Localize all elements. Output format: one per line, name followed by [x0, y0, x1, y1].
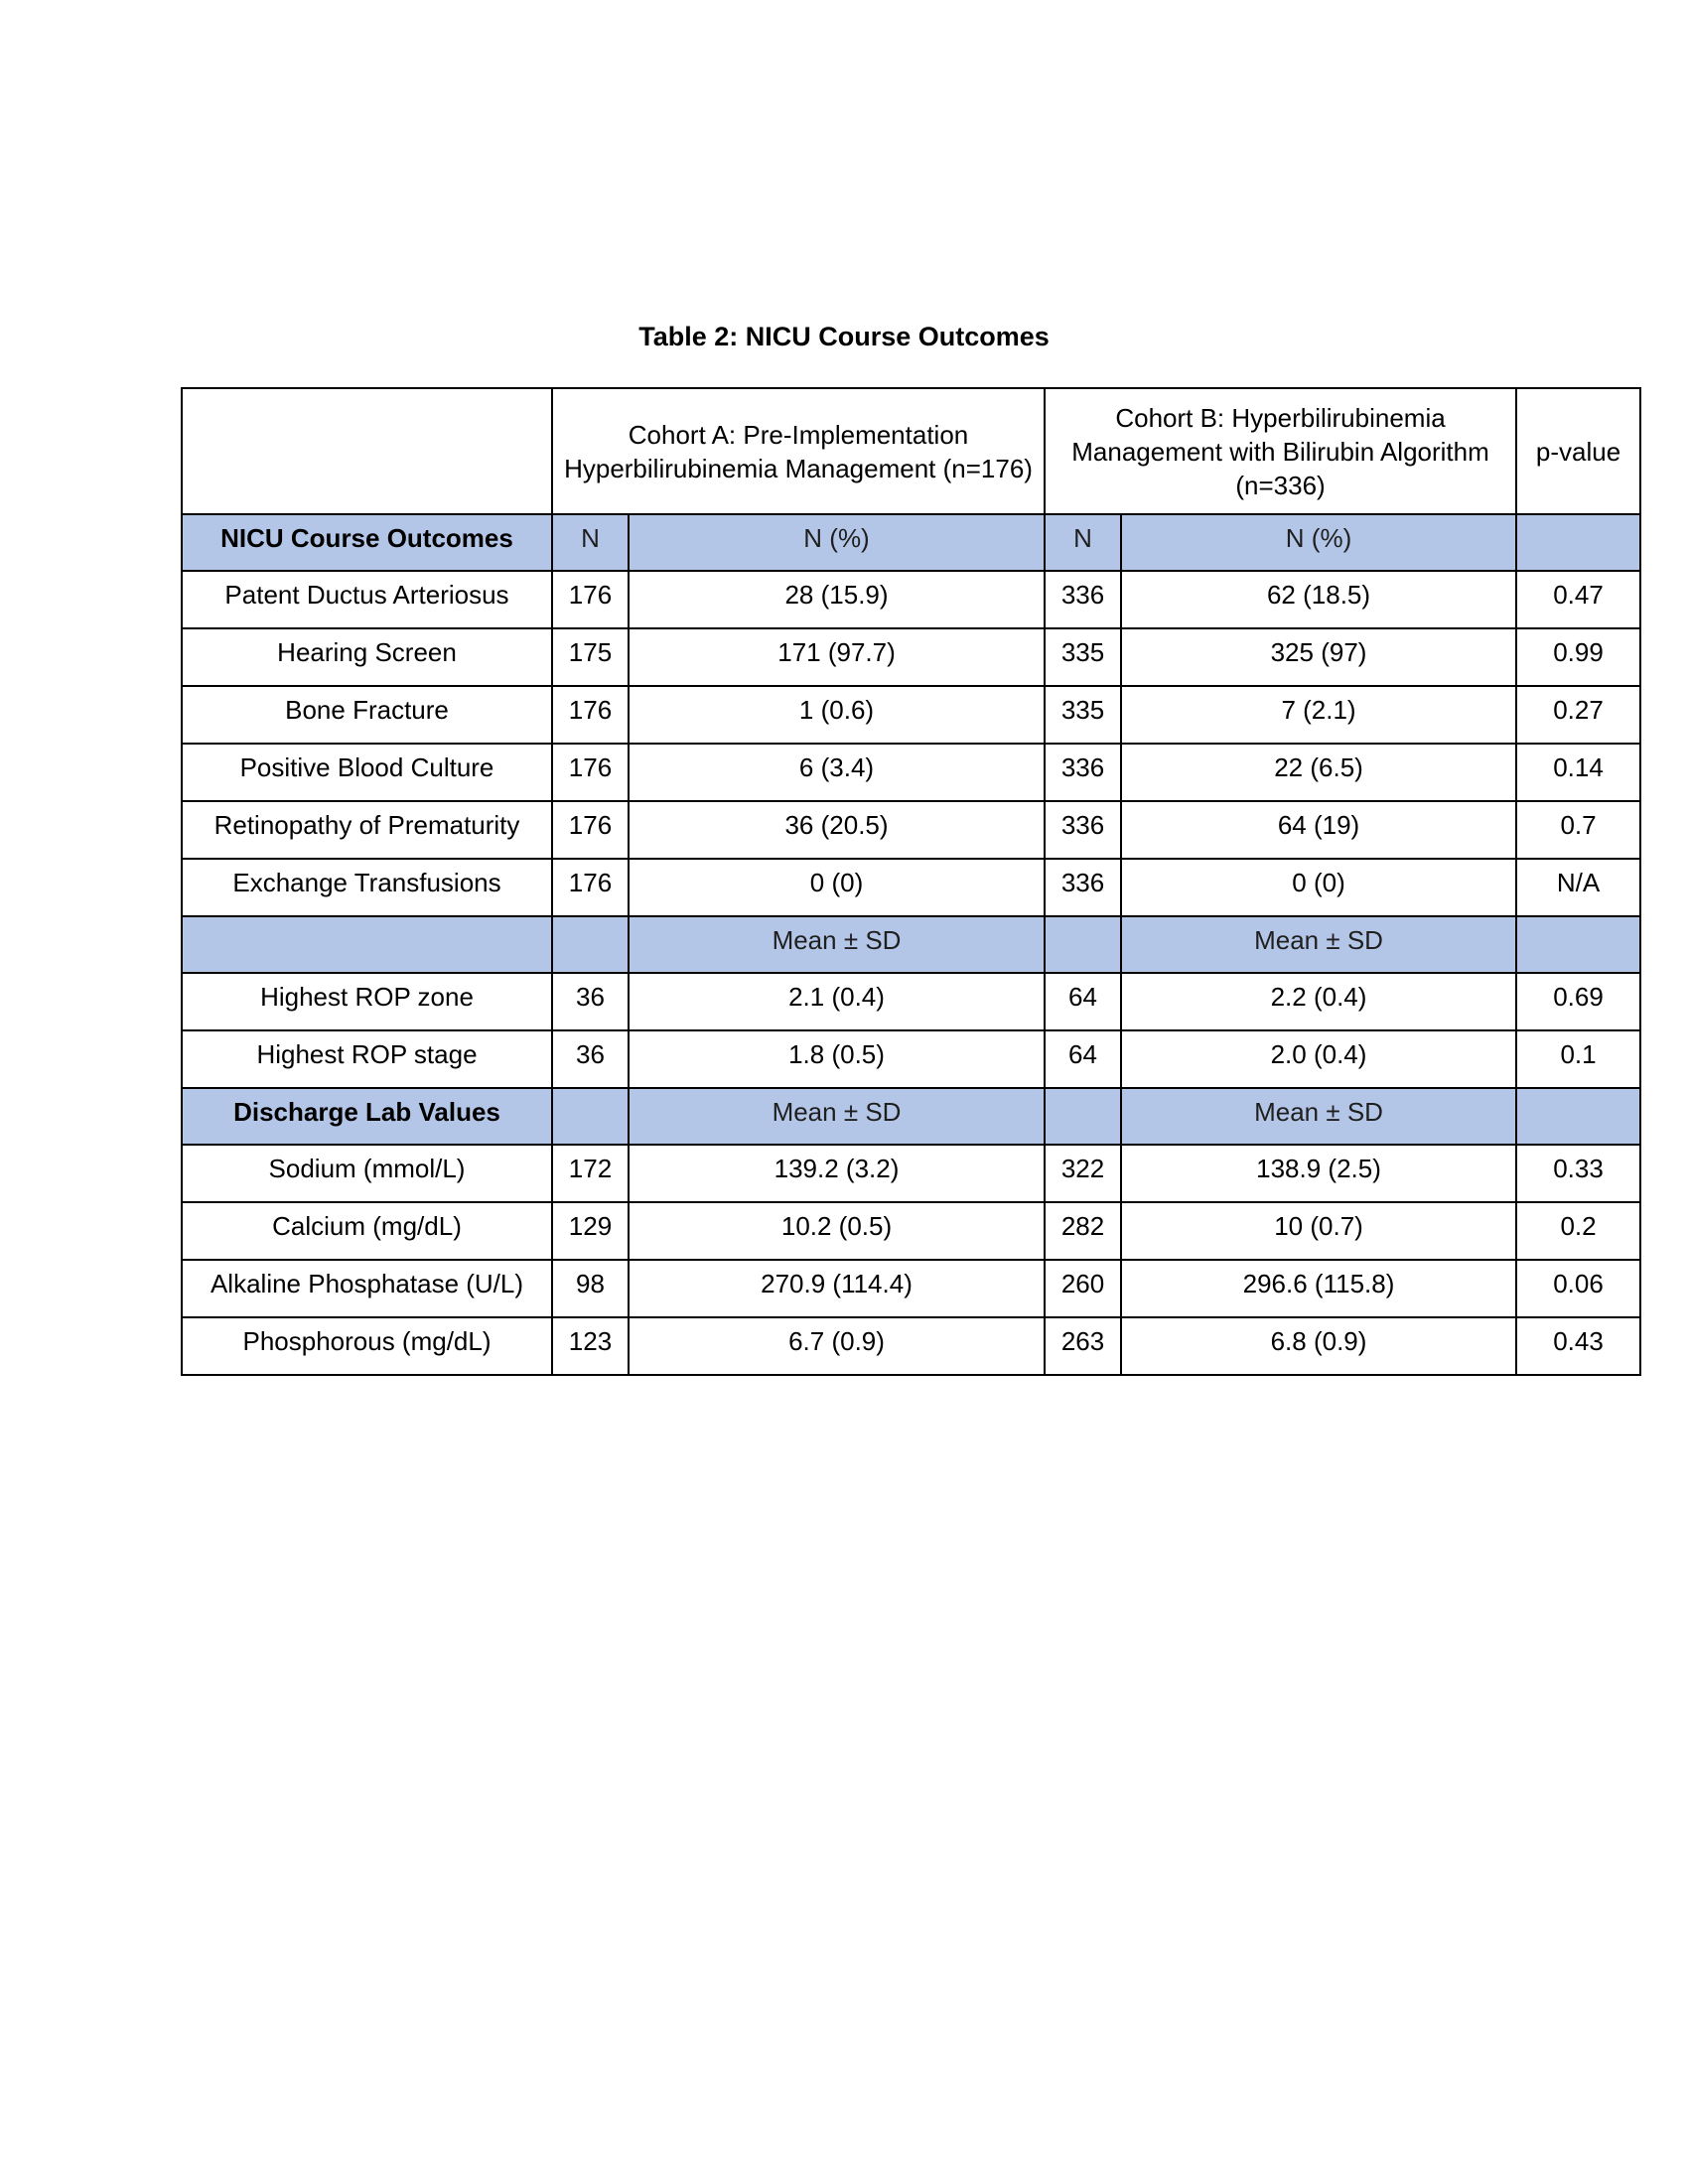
cohort-b-n: 336 — [1045, 859, 1121, 916]
cohort-b-n: 64 — [1045, 973, 1121, 1030]
section-b-n — [1045, 916, 1121, 973]
p-value-cell: 0.1 — [1516, 1030, 1640, 1088]
table-row — [182, 744, 1640, 801]
row-label: Highest ROP stage — [182, 1030, 552, 1088]
row-label: Phosphorous (mg/dL) — [182, 1317, 552, 1375]
cohort-b-value: 2.0 (0.4) — [1121, 1030, 1516, 1088]
header-p-value: p-value — [1516, 388, 1640, 514]
table-title: Table 2: NICU Course Outcomes — [638, 322, 1050, 351]
cohort-b-value: 138.9 (2.5) — [1121, 1145, 1516, 1202]
cohort-b-value: 7 (2.1) — [1121, 686, 1516, 744]
cohort-a-n: 175 — [552, 628, 629, 686]
cohort-b-value: 22 (6.5) — [1121, 744, 1516, 801]
cohort-b-value: 325 (97) — [1121, 628, 1516, 686]
section-b-n — [1045, 1088, 1121, 1145]
row-label: Retinopathy of Prematurity — [182, 801, 552, 859]
cohort-a-n: 176 — [552, 801, 629, 859]
p-value-cell: 0.99 — [1516, 628, 1640, 686]
nicu-outcomes-table — [181, 387, 1641, 1376]
cohort-a-value: 28 (15.9) — [629, 571, 1045, 628]
p-value-cell: 0.14 — [1516, 744, 1640, 801]
cohort-b-value: 2.2 (0.4) — [1121, 973, 1516, 1030]
cohort-a-value: 171 (97.7) — [629, 628, 1045, 686]
row-label: Sodium (mmol/L) — [182, 1145, 552, 1202]
section-b-n: N — [1045, 514, 1121, 571]
cohort-b-n: 322 — [1045, 1145, 1121, 1202]
cohort-a-n: 98 — [552, 1260, 629, 1317]
cohort-a-value: 0 (0) — [629, 859, 1045, 916]
header-row — [182, 388, 1640, 514]
p-value-cell: 0.47 — [1516, 571, 1640, 628]
cohort-b-value: 62 (18.5) — [1121, 571, 1516, 628]
header-cohort-a: Cohort A: Pre-Implementation Hyperbilirubinemia Management (n=176) — [552, 388, 1045, 514]
row-label: Patent Ductus Arteriosus — [182, 571, 552, 628]
cohort-a-value: 1 (0.6) — [629, 686, 1045, 744]
section-p — [1516, 514, 1640, 571]
cohort-b-n: 263 — [1045, 1317, 1121, 1375]
cohort-a-value: 36 (20.5) — [629, 801, 1045, 859]
row-label: Positive Blood Culture — [182, 744, 552, 801]
cohort-b-n: 282 — [1045, 1202, 1121, 1260]
cohort-a-n: 172 — [552, 1145, 629, 1202]
cohort-a-value: 10.2 (0.5) — [629, 1202, 1045, 1260]
row-label: Bone Fracture — [182, 686, 552, 744]
cohort-a-n: 36 — [552, 1030, 629, 1088]
section-a-n — [552, 916, 629, 973]
section-b-stat: Mean ± SD — [1121, 916, 1516, 973]
cohort-a-n: 176 — [552, 859, 629, 916]
p-value-cell: 0.43 — [1516, 1317, 1640, 1375]
cohort-a-value: 6.7 (0.9) — [629, 1317, 1045, 1375]
section-p — [1516, 916, 1640, 973]
cohort-a-n: 176 — [552, 744, 629, 801]
row-label: Calcium (mg/dL) — [182, 1202, 552, 1260]
p-value-cell: 0.69 — [1516, 973, 1640, 1030]
table-row — [182, 1317, 1640, 1375]
table-row — [182, 1260, 1640, 1317]
cohort-b-value: 0 (0) — [1121, 859, 1516, 916]
cohort-b-n: 335 — [1045, 628, 1121, 686]
p-value-cell: 0.7 — [1516, 801, 1640, 859]
cohort-a-n: 129 — [552, 1202, 629, 1260]
cohort-a-n: 123 — [552, 1317, 629, 1375]
p-value-cell: 0.2 — [1516, 1202, 1640, 1260]
section-a-stat: N (%) — [629, 514, 1045, 571]
section-row-outcomes — [182, 514, 1640, 571]
section-a-n: N — [552, 514, 629, 571]
section-b-stat: N (%) — [1121, 514, 1516, 571]
section-row-labs — [182, 1088, 1640, 1145]
table-row — [182, 1202, 1640, 1260]
cohort-b-n: 336 — [1045, 801, 1121, 859]
table-row — [182, 571, 1640, 628]
section-a-stat: Mean ± SD — [629, 1088, 1045, 1145]
row-label: Alkaline Phosphatase (U/L) — [182, 1260, 552, 1317]
cohort-a-n: 176 — [552, 571, 629, 628]
table-row — [182, 973, 1640, 1030]
p-value-cell: 0.06 — [1516, 1260, 1640, 1317]
cohort-b-n: 260 — [1045, 1260, 1121, 1317]
cohort-a-n: 36 — [552, 973, 629, 1030]
section-row-rop — [182, 916, 1640, 973]
section-label: NICU Course Outcomes — [182, 514, 552, 571]
header-cohort-b: Cohort B: Hyperbilirubinemia Management with Bilirubin Algorithm (n=336) — [1045, 388, 1516, 514]
cohort-a-value: 139.2 (3.2) — [629, 1145, 1045, 1202]
cohort-a-value: 2.1 (0.4) — [629, 973, 1045, 1030]
row-label: Exchange Transfusions — [182, 859, 552, 916]
section-p — [1516, 1088, 1640, 1145]
cohort-b-value: 64 (19) — [1121, 801, 1516, 859]
cohort-a-value: 270.9 (114.4) — [629, 1260, 1045, 1317]
cohort-b-n: 64 — [1045, 1030, 1121, 1088]
cohort-a-value: 1.8 (0.5) — [629, 1030, 1045, 1088]
cohort-b-n: 336 — [1045, 571, 1121, 628]
table-row — [182, 801, 1640, 859]
table-row — [182, 859, 1640, 916]
cohort-b-value: 6.8 (0.9) — [1121, 1317, 1516, 1375]
cohort-b-n: 336 — [1045, 744, 1121, 801]
table-row — [182, 686, 1640, 744]
table-body — [182, 388, 1640, 1375]
section-label — [182, 916, 552, 973]
section-label: Discharge Lab Values — [182, 1088, 552, 1145]
cohort-a-n: 176 — [552, 686, 629, 744]
row-label: Highest ROP zone — [182, 973, 552, 1030]
p-value-cell: 0.27 — [1516, 686, 1640, 744]
table-row — [182, 1030, 1640, 1088]
row-label: Hearing Screen — [182, 628, 552, 686]
p-value-cell: 0.33 — [1516, 1145, 1640, 1202]
section-b-stat: Mean ± SD — [1121, 1088, 1516, 1145]
header-blank-cell — [182, 388, 552, 514]
cohort-b-n: 335 — [1045, 686, 1121, 744]
cohort-a-value: 6 (3.4) — [629, 744, 1045, 801]
section-a-stat: Mean ± SD — [629, 916, 1045, 973]
p-value-cell: N/A — [1516, 859, 1640, 916]
cohort-b-value: 10 (0.7) — [1121, 1202, 1516, 1260]
section-a-n — [552, 1088, 629, 1145]
table-row — [182, 1145, 1640, 1202]
cohort-b-value: 296.6 (115.8) — [1121, 1260, 1516, 1317]
table-row — [182, 628, 1640, 686]
